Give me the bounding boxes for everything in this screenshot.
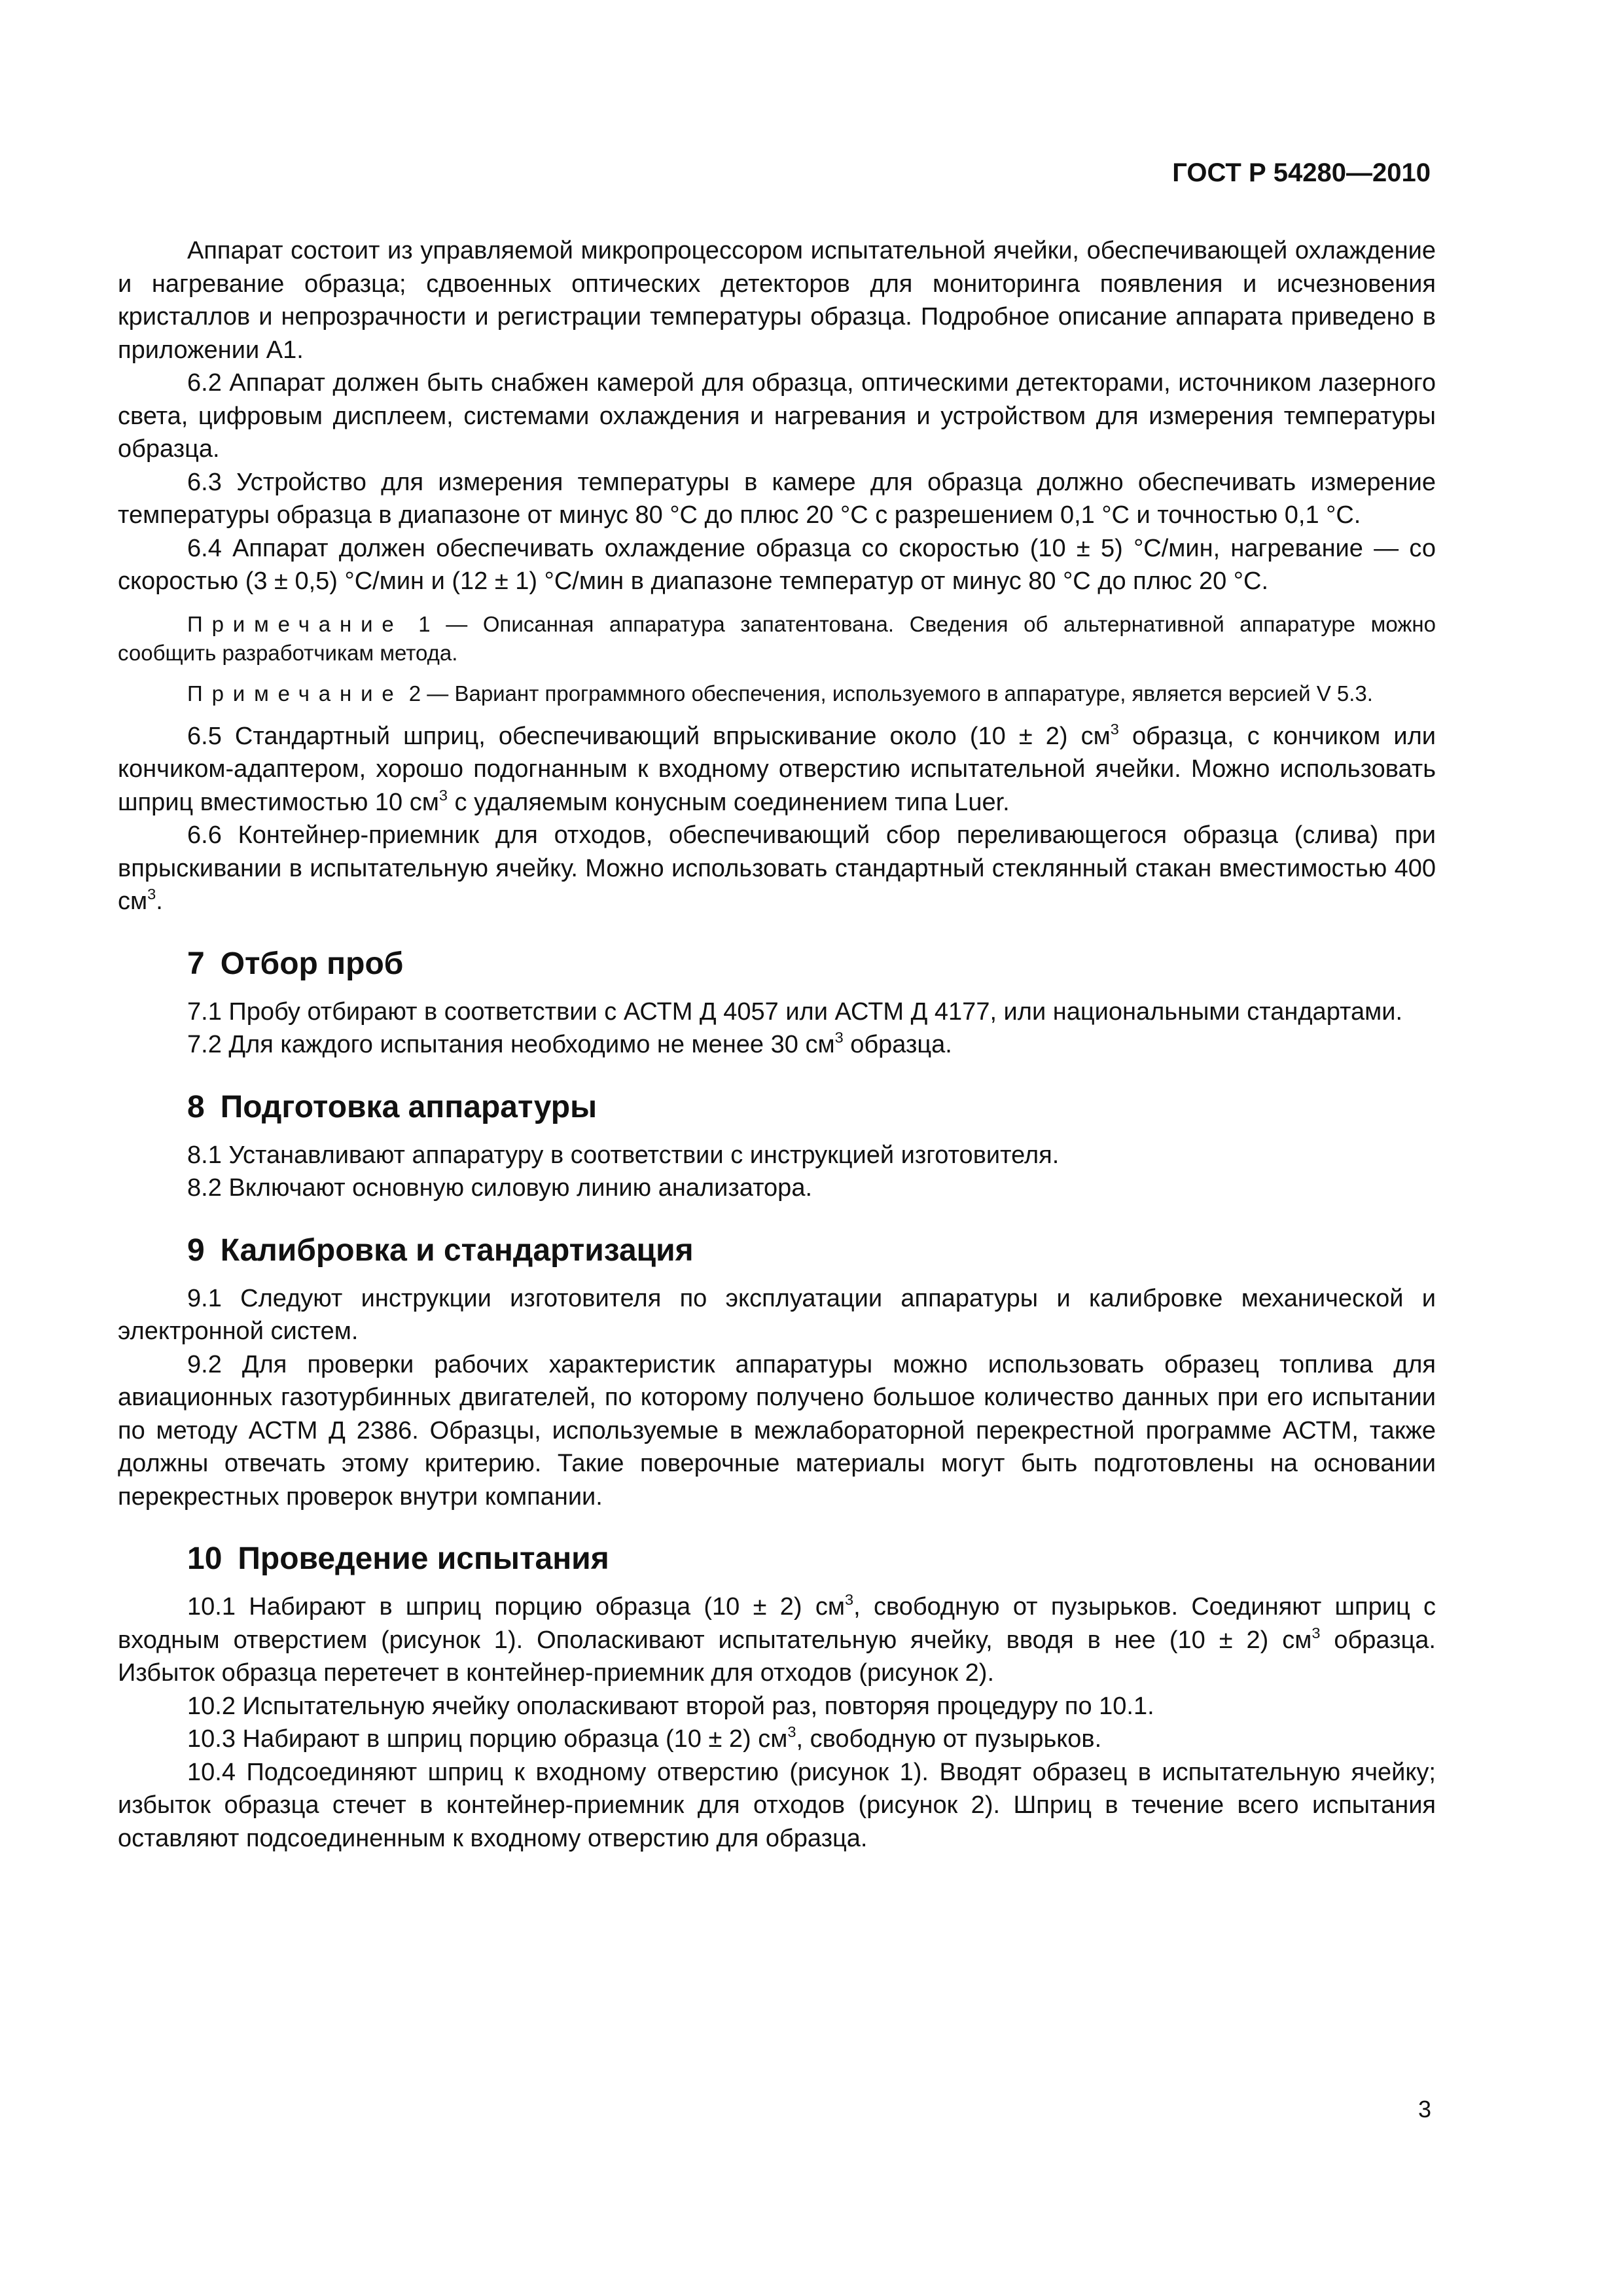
paragraph-6-6: 6.6 Контейнер-приемник для отходов, обеспечивающий сбор переливающегося образца (слива) при впрыскивании в испытательную ячейку. Можно использовать стандартный стеклянный стакан вместимостью 400 $см^3$. [118, 821, 1436, 915]
section-title: Отбор проб [220, 946, 404, 981]
paragraph-9-2: 9.2 Для проверки рабочих характеристик аппаратуры можно использовать образец топлива для авиационных газотурбинных двигателей, по которому получено большое количество данных при его испытании по методу АСТМ Д 2386. Образцы, используемые в межлабораторной перекрестной программе АСТМ, также должны отвечать этому критерию. Такие поверочные материалы могут быть подготовлены на основании перекрестных проверок внутри компании. [118, 1350, 1436, 1511]
superscript-3: 3 [438, 786, 448, 804]
section-10-heading [118, 1539, 1436, 1579]
note-1 [118, 610, 1436, 668]
superscript-3: 3 [1311, 1624, 1321, 1641]
section-8-heading [118, 1088, 1436, 1127]
note-1-text: 1 — Описанная аппаратура запатентована. Сведения об альтернативной аппаратуре можно сообщить разработчикам метода. [118, 611, 1436, 665]
superscript-3: 3 [147, 886, 156, 903]
section-number: 7 [187, 946, 205, 981]
paragraph-10-4: 10.4 Подсоединяют шприц к входному отверстию (рисунок 1). Вводят образец в испытательную ячейку; избыток образца стечет в контейнер-приемник для отходов (рисунок 2). Шприц в течение всего испытания оставляют подсоединенным к входному отверстию для образца. [118, 1758, 1436, 1852]
paragraph-6-3: 6.3 Устройство для измерения температуры в камере для образца должно обеспечивать измерение температуры образца в диапазоне от минус 80 °С до плюс 20 °С с разрешением 0,1 °С и точностью 0,1 °С. [118, 468, 1436, 529]
paragraph-6-4: 6.4 Аппарат должен обеспечивать охлаждение образца со скоростью (10 ± 5) °С/мин, нагревание — со скоростью (3 ± 0,5) °С/мин и (12 ± 1) °С/мин в диапазоне температур от минус 80 °С до плюс 20 °С. [118, 534, 1436, 595]
paragraph-8-1: 8.1 Устанавливают аппаратуру в соответствии с инструкцией изготовителя. [187, 1141, 1060, 1169]
superscript-3: 3 [844, 1591, 854, 1609]
section-9-heading [118, 1231, 1436, 1270]
superscript-3: 3 [834, 1029, 844, 1047]
note-label: Примечание [187, 681, 403, 706]
intro-paragraph: Аппарат состоит из управляемой микропроцессором испытательной ячейки, обеспечивающей охлаждение и нагревание образца; сдвоенных оптических детекторов для мониторинга появления и исчезновения кристаллов и непрозрачности и регистрации температуры образца. Подробное описание аппарата приведено в приложении А1. [118, 237, 1436, 364]
paragraph-8-2: 8.2 Включают основную силовую линию анализатора. [187, 1174, 813, 1202]
paragraph-7-1: 7.1 Пробу отбирают в соответствии с АСТМ Д 4057 или АСТМ Д 4177, или национальными стандартами. [187, 997, 1403, 1026]
paragraph-7-2: 7.2 Для каждого испытания необходимо не менее 30 $см^3$ образца. [187, 1029, 952, 1058]
section-title: Калибровка и стандартизация [220, 1232, 694, 1268]
superscript-3: 3 [787, 1723, 796, 1741]
main-content [118, 234, 1436, 1855]
section-title: Проведение испытания [238, 1541, 609, 1576]
paragraph-6-2: 6.2 Аппарат должен быть снабжен камерой для образца, оптическими детекторами, источником лазерного света, цифровым дисплеем, системами охлаждения и нагревания и устройством для измерения температуры образца. [118, 369, 1436, 463]
page-number: 3 [1418, 2096, 1431, 2123]
paragraph-10-1: 10.1 Набирают в шприц порцию образца (10 ± 2) $см^3$, свободную от пузырьков. Соединяют шприц с входным отверстием (рисунок 1). Ополаскивают испытательную ячейку, вводя в нее (10 ± 2) $см^3$ образца. Избыток образца перетечет в контейнер-приемник для отходов (рисунок 2). [118, 1591, 1436, 1687]
paragraph-10-2: 10.2 Испытательную ячейку ополаскивают второй раз, повторяя процедуру по 10.1. [187, 1692, 1154, 1720]
section-7-heading [118, 944, 1436, 984]
paragraph-6-5: 6.5 Стандартный шприц, обеспечивающий впрыскивание около (10 ± 2) $см^3$ образца, с кончиком или кончиком-адаптером, хорошо подогнанным к входному отверстию испытательной ячейки. Можно использовать шприц вместимостью 10 $см^3$ с удаляемым конусным соединением типа Luer. [118, 720, 1436, 816]
note-2 [118, 679, 1436, 708]
paragraph-9-1: 9.1 Следуют инструкции изготовителя по эксплуатации аппаратуры и калибровке механической и электронной систем. [118, 1284, 1436, 1345]
standard-code-header: ГОСТ Р 54280—2010 [1172, 158, 1431, 187]
note-label: Примечание [187, 611, 403, 636]
section-title: Подготовка аппаратуры [220, 1089, 597, 1124]
section-number: 8 [187, 1089, 205, 1124]
section-number: 10 [187, 1541, 223, 1576]
superscript-3: 3 [1110, 720, 1119, 738]
paragraph-10-3: 10.3 Набирают в шприц порцию образца (10 ± 2) $см^3$, свободную от пузырьков. [187, 1723, 1102, 1753]
note-2-text: 2 — Вариант программного обеспечения, используемого в аппаратуре, является версией V 5.3. [402, 681, 1373, 706]
section-number: 9 [187, 1232, 205, 1268]
